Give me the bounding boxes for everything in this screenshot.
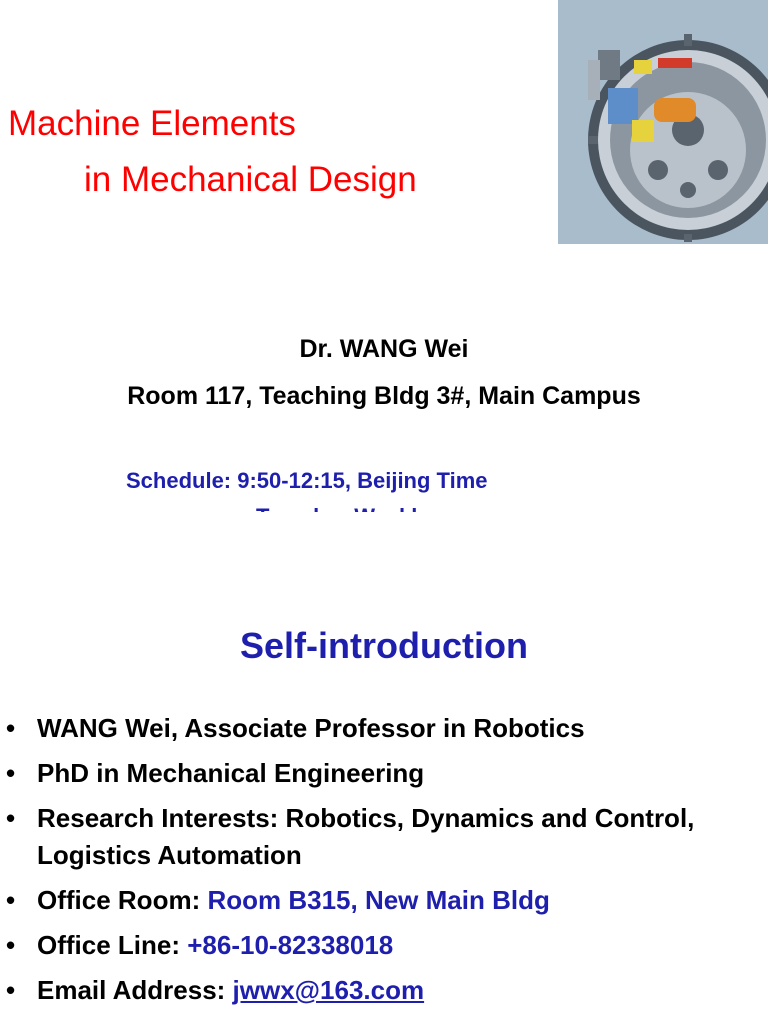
bullet-item <box>0 972 768 1009</box>
email-label: Email Address: <box>37 975 233 1005</box>
bullet-dot-icon: • <box>6 975 16 1005</box>
title-line-1: Machine Elements <box>8 104 296 143</box>
bullet-dot-icon: • <box>6 885 16 915</box>
bullet-item <box>0 710 768 747</box>
bullet-dot-icon: • <box>6 713 16 743</box>
title-line-2: in Mechanical Design <box>84 160 417 199</box>
bullet-list <box>0 710 768 1017</box>
section-title: Self-introduction <box>240 625 528 666</box>
office-room-value: Room B315, New Main Bldg <box>207 885 550 915</box>
bullet-text: PhD in Mechanical Engineering <box>37 758 425 788</box>
bullet-dot-icon: • <box>6 758 16 788</box>
instructor-name: Dr. WANG Wei <box>299 335 469 363</box>
email-link[interactable]: jwwx@163.com <box>232 975 425 1005</box>
lecture-room: Room 117, Teaching Bldg 3#, Main Campus <box>127 382 641 410</box>
bullet-dot-icon: • <box>6 930 16 960</box>
bullet-dot-icon: • <box>6 803 16 833</box>
office-room-label: Office Room: <box>37 885 208 915</box>
bullet-text: Research Interests: Robotics, Dynamics and Control, Logistics Automation <box>37 803 695 870</box>
bullet-item <box>0 755 768 792</box>
gear-reducer-illustration <box>558 0 768 244</box>
schedule-time: Schedule: 9:50-12:15, Beijing Time <box>126 468 488 493</box>
bullet-item <box>0 927 768 964</box>
office-line-value: +86-10-82338018 <box>187 930 394 960</box>
office-line-label: Office Line: <box>37 930 188 960</box>
bullet-item <box>0 882 768 919</box>
gear-cutaway-icon <box>558 0 768 244</box>
bullet-item <box>0 800 768 874</box>
bullet-text: WANG Wei, Associate Professor in Robotics <box>37 713 585 743</box>
